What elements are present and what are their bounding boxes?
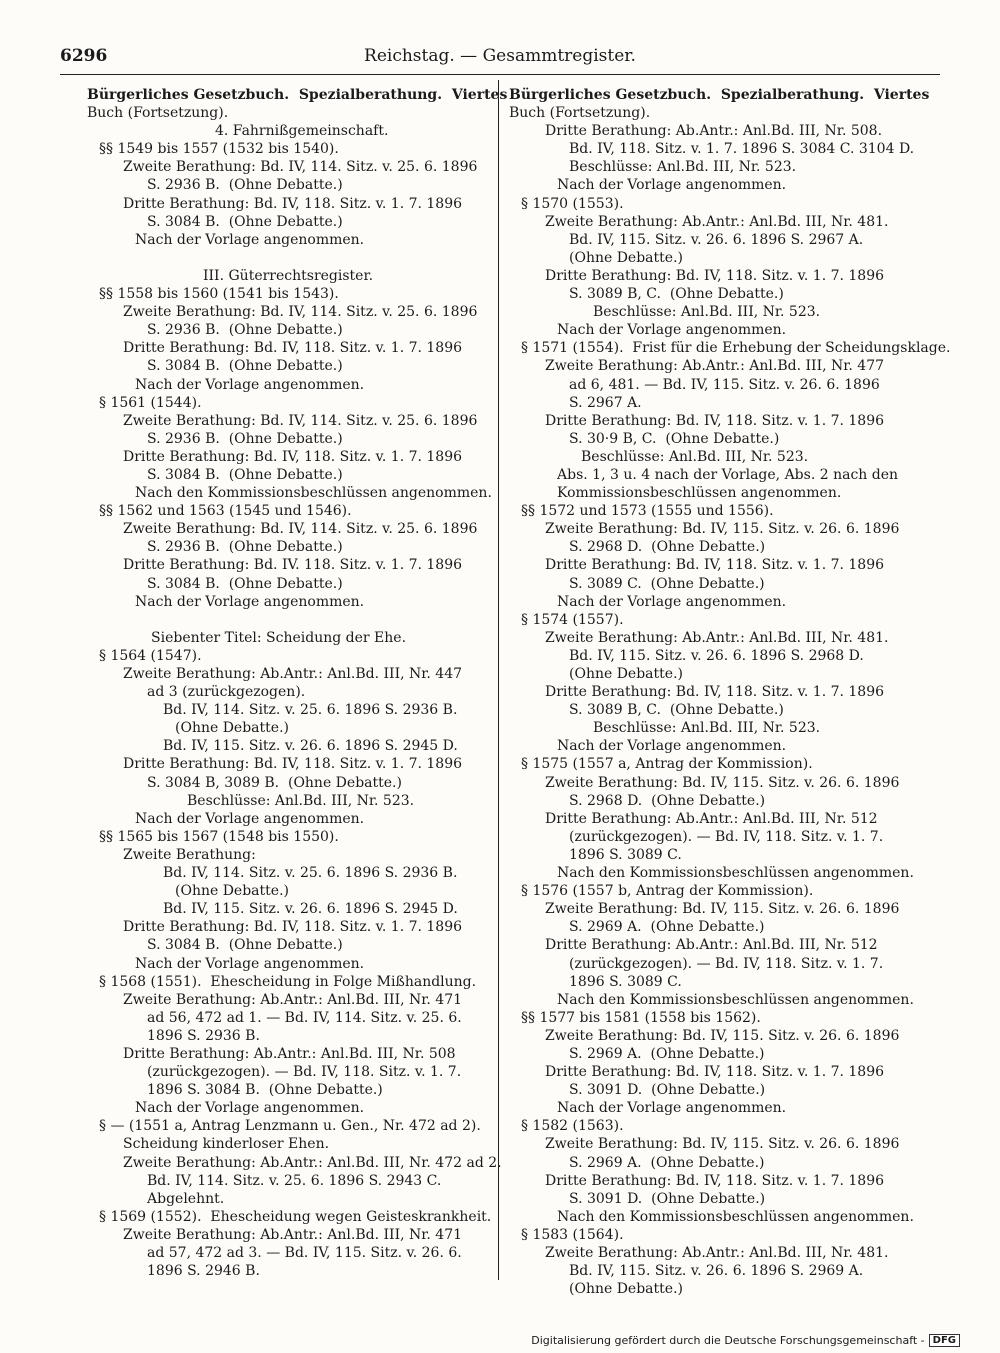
text-line: (Ohne Debatte.) — [569, 249, 683, 266]
text-line: Dritte Berathung: Bd. IV, 118. Sitz. v. 1. 7. 1896 — [545, 684, 885, 701]
text-line: (Ohne Debatte.) — [175, 720, 289, 737]
text-line: Nach der Vorlage angenommen. — [135, 810, 365, 827]
text-line: Dritte Berathung: Ab.Antr.: Anl.Bd. III, Nr. 508 — [123, 1045, 456, 1062]
text-line: S. 2968 D. (Ohne Debatte.) — [569, 792, 766, 809]
text-line: Beschlüsse: Anl.Bd. III, Nr. 523. — [593, 304, 821, 321]
text-line: Beschlüsse: Anl.Bd. III, Nr. 523. — [593, 720, 821, 737]
text-line: Bd. IV, 114. Sitz. v. 25. 6. 1896 S. 2936 B. — [163, 702, 458, 719]
text-line: Bd. IV, 114. Sitz. v. 25. 6. 1896 S. 2943 C. — [147, 1172, 442, 1189]
text-line: § 1574 (1557). — [521, 611, 624, 628]
text-line: S. 2936 B. (Ohne Debatte.) — [147, 430, 343, 447]
right-column — [509, 86, 951, 1298]
text-line: Zweite Berathung: Ab.Antr.: Anl.Bd. III, Nr. 447 — [123, 666, 463, 682]
text-line: S. 2969 A. (Ohne Debatte.) — [569, 1154, 765, 1171]
text-line: Zweite Berathung: Bd. IV, 115. Sitz. v. 26. 6. 1896 — [545, 1027, 900, 1044]
text-line: S. 3091 D. (Ohne Debatte.) — [569, 1082, 766, 1099]
text-line: Zweite Berathung: Ab.Antr.: Anl.Bd. III, Nr. 471 — [123, 991, 463, 1008]
text-line: S. 2936 B. (Ohne Debatte.) — [147, 539, 343, 556]
text-line: Scheidung kinderloser Ehen. — [123, 1136, 330, 1153]
text-line: Nach der Vorlage angenommen. — [135, 376, 365, 393]
text-line: S. 3084 B. (Ohne Debatte.) — [147, 213, 343, 230]
text-line: 4. Fahrnißgemeinschaft. — [215, 123, 389, 140]
text-line: S. 3089 C. (Ohne Debatte.) — [569, 575, 765, 592]
text-line: § 1575 (1557 a, Antrag der Kommission). — [521, 756, 813, 773]
text-line: Nach den Kommissionsbeschlüssen angenommen. — [557, 1208, 914, 1225]
text-line: S. 3084 B. (Ohne Debatte.) — [147, 575, 343, 592]
text-line: S. 2936 B. (Ohne Debatte.) — [147, 322, 343, 339]
text-line: 1896 S. 2936 B. — [147, 1027, 260, 1044]
text-line: Bd. IV, 115. Sitz. v. 26. 6. 1896 S. 2968 D. — [569, 647, 864, 664]
text-line: S. 3084 B, 3089 B. (Ohne Debatte.) — [147, 774, 402, 791]
text-line: S. 30·9 B, C. (Ohne Debatte.) — [569, 430, 780, 447]
text-line: §§ 1565 bis 1567 (1548 bis 1550). — [99, 828, 339, 845]
text-line: (zurückgezogen). — Bd. IV, 118. Sitz. v. 1. 7. — [147, 1064, 462, 1081]
page-number: 6296 — [60, 46, 108, 66]
text-line: Zweite Berathung: Bd. IV, 114. Sitz. v. 25. 6. 1896 — [123, 304, 478, 321]
text-line: Dritte Berathung: Bd. IV, 118. Sitz. v. 1. 7. 1896 — [123, 756, 463, 773]
text-line: Dritte Berathung: Bd. IV, 118. Sitz. v. 1. 7. 1896 — [123, 919, 463, 936]
text-line: § 1582 (1563). — [521, 1118, 624, 1135]
text-line: Dritte Berathung: Bd. IV, 118. Sitz. v. 1. 7. 1896 — [545, 557, 885, 574]
text-line: Nach der Vorlage angenommen. — [135, 955, 365, 972]
text-line: Nach der Vorlage angenommen. — [557, 177, 787, 194]
text-line: Nach den Kommissionsbeschlüssen angenommen. — [557, 865, 914, 882]
text-line: 1896 S. 3089 C. — [569, 973, 682, 990]
text-line: §§ 1549 bis 1557 (1532 bis 1540). — [99, 141, 339, 158]
text-line: S. 3084 B. (Ohne Debatte.) — [147, 937, 343, 954]
text-line: Zweite Berathung: — [123, 846, 256, 863]
text-line: §§ 1562 und 1563 (1545 und 1546). — [99, 503, 352, 520]
text-line: § 1570 (1553). — [521, 195, 624, 212]
text-line: Dritte Berathung: Bd. IV, 118. Sitz. v. 1. 7. 1896 — [545, 412, 885, 429]
text-line: §§ 1577 bis 1581 (1558 bis 1562). — [521, 1009, 761, 1026]
text-line: S. 3084 B. (Ohne Debatte.) — [147, 358, 343, 375]
text-line: 1896 S. 2946 B. — [147, 1263, 260, 1280]
text-line: Nach der Vorlage angenommen. — [557, 322, 787, 339]
text-line: Nach der Vorlage angenommen. — [557, 593, 787, 610]
text-line: S. 2969 A. (Ohne Debatte.) — [569, 919, 765, 936]
page-header — [60, 40, 940, 75]
text-line: Bd. IV, 115. Sitz. v. 26. 6. 1896 S. 2969 A. — [569, 1263, 864, 1280]
left-column — [87, 86, 508, 1280]
text-line: Bd. IV, 115. Sitz. v. 26. 6. 1896 S. 2945 D. — [163, 738, 458, 755]
text-line: Dritte Berathung: Ab.Antr.: Anl.Bd. III, Nr. 508. — [545, 123, 883, 140]
text-line: (Ohne Debatte.) — [175, 883, 289, 900]
text-line: Buch (Fortsetzung). — [87, 105, 229, 122]
text-line: 1896 S. 3084 B. (Ohne Debatte.) — [147, 1082, 383, 1099]
text-line: Dritte Berathung: Ab.Antr.: Anl.Bd. III, Nr. 512 — [545, 810, 878, 827]
text-line: Zweite Berathung: Bd. IV, 115. Sitz. v. 26. 6. 1896 — [545, 1136, 900, 1153]
text-line: Nach der Vorlage angenommen. — [557, 738, 787, 755]
text-line: § 1569 (1552). Ehescheidung wegen Geisteskrankheit. — [99, 1208, 492, 1225]
text-line — [87, 249, 497, 267]
text-line: S. 3089 B, C. (Ohne Debatte.) — [569, 702, 784, 719]
text-line: Bd. IV, 115. Sitz. v. 26. 6. 1896 S. 2967 A. — [569, 231, 864, 248]
text-line: 1896 S. 3089 C. — [569, 846, 682, 863]
text-line: Dritte Berathung: Bd. IV, 118. Sitz. v. 1. 7. 1896 — [545, 1064, 885, 1081]
text-line: Abgelehnt. — [147, 1190, 225, 1207]
text-line: S. 2967 A. — [569, 394, 642, 411]
text-line: Dritte Berathung: Bd. IV. 118. Sitz. v. 1. 7. 1896 — [123, 557, 463, 574]
dfg-logo: DFG — [929, 1334, 960, 1347]
text-line: Zweite Berathung: Ab.Antr.: Anl.Bd. III, Nr. 472 ad 2. — [123, 1154, 502, 1171]
text-line: S. 3091 D. (Ohne Debatte.) — [569, 1190, 766, 1207]
text-line: Zweite Berathung: Bd. IV, 114. Sitz. v. 25. 6. 1896 — [123, 412, 478, 429]
column-divider — [498, 80, 499, 1280]
text-line: Beschlüsse: Anl.Bd. III, Nr. 523. — [569, 159, 797, 176]
footer — [531, 1334, 960, 1347]
text-line: Nach den Kommissionsbeschlüssen angenommen. — [135, 485, 492, 502]
text-line: Beschlüsse: Anl.Bd. III, Nr. 523. — [187, 792, 415, 809]
text-line: Bd. IV, 115. Sitz. v. 26. 6. 1896 S. 2945 D. — [163, 901, 458, 918]
text-line: S. 3089 B, C. (Ohne Debatte.) — [569, 286, 784, 303]
text-line: S. 2936 B. (Ohne Debatte.) — [147, 177, 343, 194]
text-line: Nach den Kommissionsbeschlüssen angenommen. — [557, 991, 914, 1008]
text-line: Bd. IV, 114. Sitz. v. 25. 6. 1896 S. 2936 B. — [163, 865, 458, 882]
footer-text: Digitalisierung gefördert durch die Deutsche Forschungsgemeinschaft - — [531, 1334, 925, 1347]
text-line: Zweite Berathung: Ab.Antr.: Anl.Bd. III, Nr. 471 — [123, 1226, 463, 1243]
text-line: §§ 1572 und 1573 (1555 und 1556). — [521, 503, 774, 520]
text-line: S. 2969 A. (Ohne Debatte.) — [569, 1045, 765, 1062]
text-line: (zurückgezogen). — Bd. IV, 118. Sitz. v. 1. 7. — [569, 828, 884, 845]
text-line: Nach der Vorlage angenommen. — [135, 231, 365, 248]
text-line: Buch (Fortsetzung). — [509, 105, 651, 122]
text-line: Abs. 1, 3 u. 4 nach der Vorlage, Abs. 2 nach den — [557, 466, 899, 483]
text-line: Zweite Berathung: Bd. IV, 114. Sitz. v. 25. 6. 1896 — [123, 521, 478, 538]
text-line: § — (1551 a, Antrag Lenzmann u. Gen., Nr. 472 ad 2). — [99, 1118, 481, 1135]
text-line: S. 3084 B. (Ohne Debatte.) — [147, 466, 343, 483]
text-line: Dritte Berathung: Ab.Antr.: Anl.Bd. III, Nr. 512 — [545, 937, 878, 954]
text-line: Zweite Berathung: Bd. IV, 115. Sitz. v. 26. 6. 1896 — [545, 901, 900, 918]
text-line: Zweite Berathung: Bd. IV, 115. Sitz. v. 26. 6. 1896 — [545, 521, 900, 538]
text-line: § 1561 (1544). — [99, 394, 202, 411]
text-line: Dritte Berathung: Bd. IV, 118. Sitz. v. 1. 7. 1896 — [123, 195, 463, 212]
text-line: Nach der Vorlage angenommen. — [135, 593, 365, 610]
text-line: Beschlüsse: Anl.Bd. III, Nr. 523. — [581, 448, 809, 465]
text-line: Bd. IV, 118. Sitz. v. 1. 7. 1896 S. 3084 C. 3104 D. — [569, 141, 915, 158]
text-line: § 1571 (1554). Frist für die Erhebung der Scheidungsklage. — [521, 340, 951, 357]
text-line — [87, 611, 497, 629]
text-line: Bürgerliches Gesetzbuch. Spezialberathung. Viertes — [87, 87, 508, 103]
text-line: § 1583 (1564). — [521, 1226, 624, 1243]
text-line: Zweite Berathung: Ab.Antr.: Anl.Bd. III, Nr. 481. — [545, 213, 889, 230]
text-line: ad 6, 481. — Bd. IV, 115. Sitz. v. 26. 6. 1896 — [569, 376, 880, 393]
text-line: Bürgerliches Gesetzbuch. Spezialberathung. Viertes — [509, 87, 930, 103]
text-line: Nach der Vorlage angenommen. — [557, 1100, 787, 1117]
text-line: Dritte Berathung: Bd. IV, 118. Sitz. v. 1. 7. 1896 — [123, 340, 463, 357]
text-line: Zweite Berathung: Bd. IV, 114. Sitz. v. 25. 6. 1896 — [123, 159, 478, 176]
text-line: (Ohne Debatte.) — [569, 1281, 683, 1298]
text-line: Zweite Berathung: Ab.Antr.: Anl.Bd. III, Nr. 481. — [545, 1245, 889, 1261]
text-line: Siebenter Titel: Scheidung der Ehe. — [151, 629, 407, 646]
text-line: ad 56, 472 ad 1. — Bd. IV, 114. Sitz. v. 25. 6. — [147, 1009, 462, 1026]
text-line: III. Güterrechtsregister. — [203, 267, 374, 284]
text-line: Kommissionsbeschlüssen angenommen. — [557, 485, 842, 502]
text-line: §§ 1558 bis 1560 (1541 bis 1543). — [99, 286, 339, 303]
text-line: S. 2968 D. (Ohne Debatte.) — [569, 539, 766, 556]
running-title: Reichstag. — Gesammtregister. — [364, 46, 636, 66]
text-line: Dritte Berathung: Bd. IV, 118. Sitz. v. 1. 7. 1896 — [123, 448, 463, 465]
text-line: (zurückgezogen). — Bd. IV, 118. Sitz. v. 1. 7. — [569, 955, 884, 972]
text-line: § 1576 (1557 b, Antrag der Kommission). — [521, 883, 814, 900]
text-line: ad 3 (zurückgezogen). — [147, 684, 306, 701]
text-line: Zweite Berathung: Bd. IV, 115. Sitz. v. 26. 6. 1896 — [545, 774, 900, 791]
text-line: Dritte Berathung: Bd. IV, 118. Sitz. v. 1. 7. 1896 — [545, 1172, 885, 1189]
text-line: (Ohne Debatte.) — [569, 666, 683, 682]
text-line: ad 57, 472 ad 3. — Bd. IV, 115. Sitz. v. 26. 6. — [147, 1245, 462, 1261]
text-line: § 1568 (1551). Ehescheidung in Folge Mißhandlung. — [99, 973, 477, 990]
text-line: Zweite Berathung: Ab.Antr.: Anl.Bd. III, Nr. 477 — [545, 358, 885, 375]
text-line: Dritte Berathung: Bd. IV, 118. Sitz. v. 1. 7. 1896 — [545, 267, 885, 284]
text-line: § 1564 (1547). — [99, 647, 202, 664]
text-line: Zweite Berathung: Ab.Antr.: Anl.Bd. III, Nr. 481. — [545, 629, 889, 646]
text-line: Nach der Vorlage angenommen. — [135, 1100, 365, 1117]
